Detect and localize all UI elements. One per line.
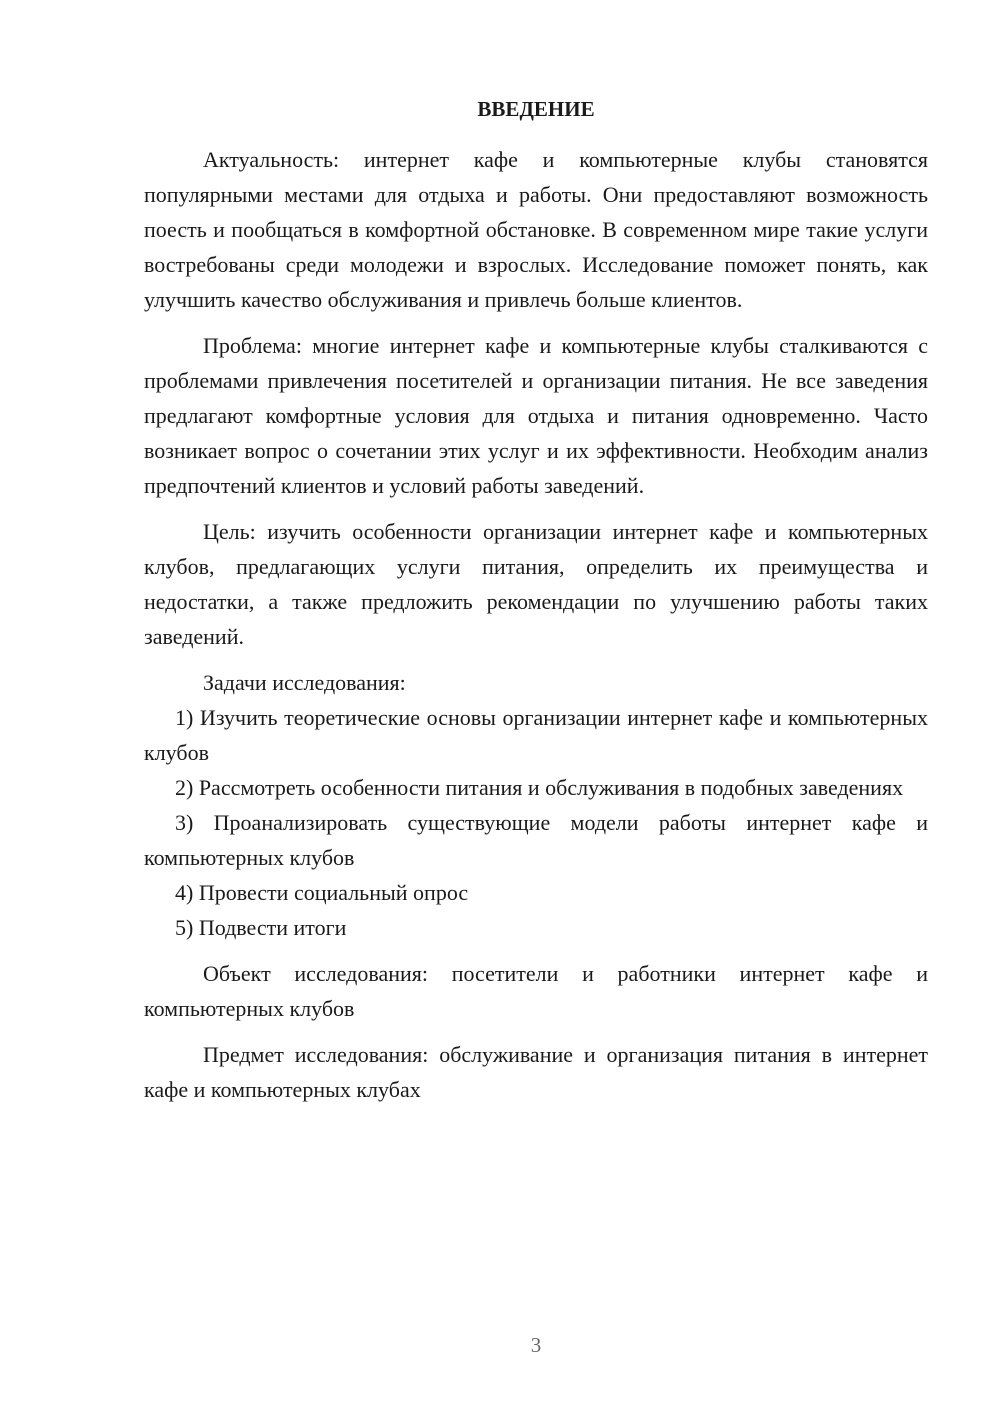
page-content bbox=[144, 92, 928, 1107]
paragraph-object: Объект исследования: посетители и работники интернет кафе и компьютерных клубов bbox=[144, 961, 928, 1021]
section-title: ВВЕДЕНИЕ bbox=[477, 97, 595, 121]
task-item-2: 2) Рассмотреть особенности питания и обслуживания в подобных заведениях bbox=[175, 775, 904, 800]
task-item-3: 3) Проанализировать существующие модели работы интернет кафе и компьютерных клубов bbox=[144, 810, 928, 870]
paragraph-goal: Цель: изучить особенности организации интернет кафе и компьютерных клубов, предлагающих услуги питания, определить их преимущества и недостатки, а также предложить рекомендации по улучшению работы таких заведений. bbox=[144, 519, 928, 649]
page-number: 3 bbox=[530, 1333, 542, 1357]
tasks-heading: Задачи исследования: bbox=[203, 670, 406, 695]
paragraph-relevance: Актуальность: интернет кафе и компьютерные клубы становятся популярными местами для отдыха и работы. Они предоставляют возможность поесть и пообщаться в комфортной обстановке. В современном мире такие услуги востребованы среди молодежи и взрослых. Исследование поможет понять, как улучшить качество обслуживания и привлечь больше клиентов. bbox=[144, 147, 928, 312]
paragraph-subject: Предмет исследования: обслуживание и организация питания в интернет кафе и компьютерных клубах bbox=[144, 1042, 928, 1102]
task-item-1: 1) Изучить теоретические основы организации интернет кафе и компьютерных клубов bbox=[144, 705, 928, 765]
task-item-4: 4) Провести социальный опрос bbox=[175, 880, 469, 905]
paragraph-problem: Проблема: многие интернет кафе и компьютерные клубы сталкиваются с проблемами привлечения посетителей и организации питания. Не все заведения предлагают комфортные условия для отдыха и питания одновременно. Часто возникает вопрос о сочетании этих услуг и их эффективности. Необходим анализ предпочтений клиентов и условий работы заведений. bbox=[144, 333, 928, 498]
task-item-5: 5) Подвести итоги bbox=[175, 915, 347, 940]
